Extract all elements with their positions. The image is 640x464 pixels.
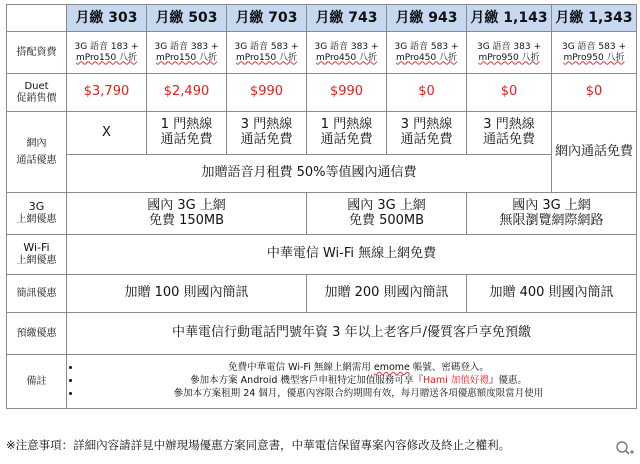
plan-header: 月繳 503 bbox=[147, 5, 227, 32]
onnet-row bbox=[7, 112, 637, 155]
note-text: 帳號、密碼登入。 bbox=[409, 362, 489, 374]
onnet-bonus-row bbox=[7, 155, 637, 193]
onnet-free-all: 網內通話免費 bbox=[552, 112, 637, 193]
price-value: $990 bbox=[307, 74, 387, 112]
label-line2: 通話優惠 bbox=[16, 155, 57, 166]
row-label-3g bbox=[7, 193, 67, 235]
note-item bbox=[81, 363, 636, 374]
data3g-group bbox=[467, 193, 637, 235]
data3g-line2: 免費 500MB bbox=[348, 212, 425, 228]
row-label-notes: 備註 bbox=[7, 355, 67, 409]
bundle-cell bbox=[307, 32, 387, 74]
price-value: $3,790 bbox=[67, 74, 147, 112]
bundle-line2: mPro450 八折 bbox=[395, 52, 458, 63]
bundle-line2: mPro150 八折 bbox=[235, 52, 298, 63]
sms-group: 加贈 200 則國內簡訊 bbox=[307, 275, 467, 313]
plan-header: 月繳 1,343 bbox=[552, 5, 637, 32]
data3g-line2: 免費 150MB bbox=[148, 212, 225, 228]
onnet-cell bbox=[227, 112, 307, 155]
label-line1: Wi-Fi bbox=[23, 241, 50, 255]
bundle-line1: 3G 語音 583 + bbox=[394, 42, 459, 53]
price-value: $2,490 bbox=[147, 74, 227, 112]
bundle-cell bbox=[552, 32, 637, 74]
note-text: 』優惠。 bbox=[488, 375, 527, 387]
bundle-line1: 3G 語音 383 + bbox=[476, 42, 541, 53]
plan-header: 月繳 303 bbox=[67, 5, 147, 32]
bundle-line1: 3G 語音 583 + bbox=[561, 42, 626, 53]
onnet-line2: 通話免費 bbox=[160, 132, 213, 147]
bundle-line2: mPro450 八折 bbox=[315, 52, 378, 63]
plan-header: 月繳 743 bbox=[307, 5, 387, 32]
label-line1: 3G bbox=[28, 200, 45, 214]
bundle-cell bbox=[227, 32, 307, 74]
onnet-line2: 通話免費 bbox=[320, 132, 373, 147]
bundle-line1: 3G 語音 383 + bbox=[314, 42, 379, 53]
price-value: $0 bbox=[387, 74, 467, 112]
label-line1: 網內 bbox=[26, 137, 47, 149]
bundle-cell bbox=[467, 32, 552, 74]
note-keyword: emome bbox=[373, 362, 410, 374]
onnet-line2: 通話免費 bbox=[400, 132, 453, 147]
onnet-line1: 1 門熱線 bbox=[160, 117, 213, 133]
bundle-line1: 3G 語音 583 + bbox=[234, 42, 299, 53]
note-text: 免費中華電信 Wi-Fi 無線上網需用 bbox=[228, 362, 374, 374]
bundle-line1: 3G 語音 383 + bbox=[154, 42, 219, 53]
row-label-price bbox=[7, 74, 67, 112]
prepay-row bbox=[7, 313, 637, 355]
onnet-cell bbox=[387, 112, 467, 155]
header-corner bbox=[7, 5, 67, 32]
onnet-line2: 通話免費 bbox=[482, 132, 535, 147]
onnet-line2: 通話免費 bbox=[240, 132, 293, 147]
label-line2: 上網優惠 bbox=[16, 214, 57, 226]
bundle-row bbox=[7, 32, 637, 74]
onnet-line1: 3 門熱線 bbox=[400, 117, 453, 133]
onnet-line1: 3 門熱線 bbox=[483, 117, 535, 133]
note-item bbox=[81, 389, 636, 400]
onnet-bonus: 加贈語音月租費 50%等值國內通信費 bbox=[67, 155, 552, 193]
data3g-line1: 國內 3G 上網 bbox=[147, 197, 226, 213]
price-value: $0 bbox=[467, 74, 552, 112]
footer-disclaimer: ※注意事項：詳細內容請詳見中辦現場優惠方案同意書，中華電信保留專案內容修改及終止之權利。 bbox=[6, 438, 511, 452]
row-label-onnet bbox=[7, 112, 67, 193]
row-label-prepay: 預繳優惠 bbox=[7, 313, 67, 355]
label-line2: 上網優惠 bbox=[16, 255, 57, 267]
onnet-line1: 3 門熱線 bbox=[240, 117, 293, 133]
sms-group: 加贈 100 則國內簡訊 bbox=[67, 275, 307, 313]
note-text: 參加本方案租期 24 個月，優惠內容限合約期間有效，每月贈送各項優惠額度限當月使用 bbox=[173, 387, 544, 399]
row-label-wifi bbox=[7, 235, 67, 275]
data3g-group bbox=[307, 193, 467, 235]
data3g-group bbox=[67, 193, 307, 235]
data3g-row bbox=[7, 193, 637, 235]
zoom-icon[interactable] bbox=[615, 440, 635, 456]
bundle-cell bbox=[67, 32, 147, 74]
data3g-line1: 國內 3G 上網 bbox=[512, 197, 591, 213]
wifi-text: 中華電信 Wi-Fi 無線上網免費 bbox=[67, 235, 637, 275]
note-highlight: Hami 加值好禮 bbox=[422, 375, 489, 387]
sms-row bbox=[7, 275, 637, 313]
bundle-line1: 3G 語音 183 + bbox=[74, 42, 139, 53]
notes-row bbox=[7, 355, 637, 409]
sms-group: 加贈 400 則國內簡訊 bbox=[467, 275, 637, 313]
data3g-line1: 國內 3G 上網 bbox=[347, 197, 426, 213]
onnet-line1: 1 門熱線 bbox=[320, 117, 373, 133]
price-value: $990 bbox=[227, 74, 307, 112]
onnet-cell bbox=[307, 112, 387, 155]
label-line1: Duet bbox=[24, 81, 49, 92]
plan-header: 月繳 943 bbox=[387, 5, 467, 32]
price-value: $0 bbox=[552, 74, 637, 112]
bundle-line2: mPro950 八折 bbox=[478, 52, 540, 63]
bundle-line2: mPro950 八折 bbox=[563, 52, 625, 63]
onnet-cell bbox=[147, 112, 227, 155]
note-item bbox=[81, 376, 636, 387]
bundle-cell bbox=[147, 32, 227, 74]
wifi-row bbox=[7, 235, 637, 275]
notes-list bbox=[67, 363, 636, 400]
price-row bbox=[7, 74, 637, 112]
row-label-sms: 簡訊優惠 bbox=[7, 275, 67, 313]
plan-table bbox=[6, 4, 637, 409]
header-row bbox=[7, 5, 637, 32]
notes-cell bbox=[67, 355, 637, 409]
note-text: 參加本方案 Android 機型客戶申租特定加值服務可享『 bbox=[190, 375, 423, 387]
label-line2: 促銷售價 bbox=[16, 92, 57, 104]
bundle-line2: mPro150 八折 bbox=[75, 52, 138, 63]
plan-header: 月繳 703 bbox=[227, 5, 307, 32]
row-label-bundle: 搭配資費 bbox=[7, 32, 67, 74]
onnet-cell bbox=[467, 112, 552, 155]
onnet-cell bbox=[67, 112, 147, 155]
onnet-line1: X bbox=[102, 124, 111, 140]
plan-header: 月繳 1,143 bbox=[467, 5, 552, 32]
bundle-cell bbox=[387, 32, 467, 74]
bundle-line2: mPro150 八折 bbox=[155, 52, 218, 63]
prepay-text: 中華電信行動電話門號年資 3 年以上老客戶/優質客戶享免預繳 bbox=[67, 313, 637, 355]
data3g-line2: 無限瀏覽網際網路 bbox=[499, 212, 604, 228]
